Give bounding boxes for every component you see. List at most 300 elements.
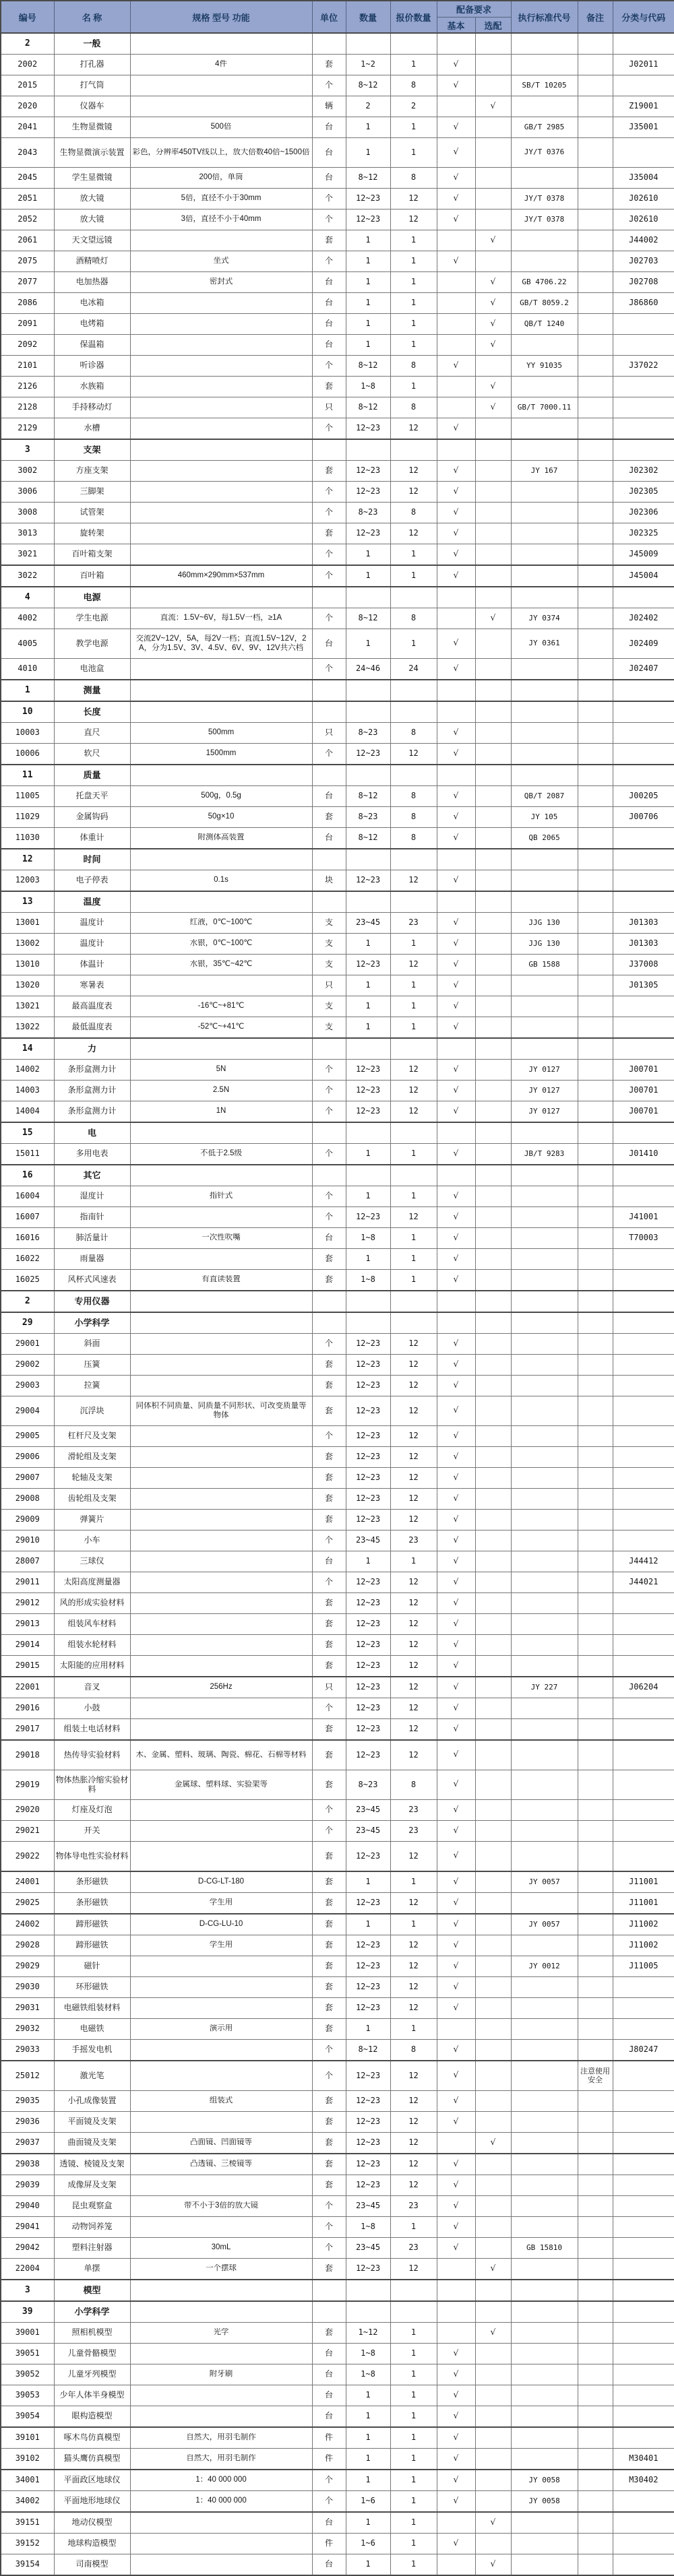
cell-spec (130, 1312, 312, 1334)
cell-class-code (613, 2217, 674, 2238)
cell-class-code: J02325 (613, 523, 674, 544)
cell-note (578, 955, 613, 975)
cell-standard: JY 0374 (511, 608, 578, 629)
table-row (1, 1228, 674, 1249)
cell-note (578, 33, 613, 55)
cell-code: 29021 (1, 1821, 54, 1842)
cell-name: 灯座及灯泡 (54, 1800, 130, 1821)
cell-qty: 1~8 (346, 2364, 390, 2385)
basic-check-icon: √ (437, 168, 475, 189)
cell-note (578, 2217, 613, 2238)
cell-class-code (613, 2019, 674, 2040)
cell-qty: 12~23 (346, 2061, 390, 2091)
cell-qty (346, 587, 390, 608)
cell-standard (511, 251, 578, 272)
table-row (1, 2344, 674, 2364)
check-optional (475, 2238, 511, 2259)
cell-class-code (613, 1249, 674, 1270)
cell-standard (511, 1800, 578, 1821)
table-row (1, 2019, 674, 2040)
cell-name: 组装土电话材料 (54, 1719, 130, 1741)
table-row (1, 272, 674, 293)
cell-qty (346, 701, 390, 723)
cell-spec (130, 1334, 312, 1355)
cell-name: 寒暑表 (54, 975, 130, 996)
cell-unit: 个 (312, 2491, 346, 2513)
table-row (1, 1355, 674, 1376)
cell-note (578, 439, 613, 461)
cell-code: 2128 (1, 397, 54, 418)
cell-qty: 12~23 (346, 1893, 390, 1914)
cell-quote: 1 (390, 2512, 437, 2534)
cell-note (578, 996, 613, 1017)
cell-quote: 12 (390, 1893, 437, 1914)
cell-standard (511, 2406, 578, 2428)
check-optional (475, 55, 511, 75)
cell-code: 29008 (1, 1489, 54, 1510)
cell-unit: 块 (312, 870, 346, 892)
basic-check-icon: √ (437, 659, 475, 680)
cell-class-code: J02610 (613, 189, 674, 210)
cell-qty: 8~12 (346, 356, 390, 377)
cell-spec (130, 2406, 312, 2428)
cell-unit: 套 (312, 2259, 346, 2280)
basic-check-icon: √ (437, 2364, 475, 2385)
cell-note (578, 2534, 613, 2554)
cell-code: 3008 (1, 503, 54, 523)
cell-note (578, 2512, 613, 2534)
cell-code: 2052 (1, 210, 54, 230)
check-optional (475, 828, 511, 849)
check-optional (475, 356, 511, 377)
cell-name: 托盘天平 (54, 786, 130, 807)
cell-name: 曲面镜及支架 (54, 2133, 130, 2154)
basic-check-icon: √ (437, 1017, 475, 1039)
cell-quote: 1 (390, 2217, 437, 2238)
cell-quote: 8 (390, 356, 437, 377)
cell-quote: 12 (390, 482, 437, 503)
cell-qty: 1 (346, 2470, 390, 2491)
cell-class-code (613, 1396, 674, 1426)
check-optional (475, 1122, 511, 1144)
col-header-standard: 执行标准代号 (511, 1, 578, 33)
table-row (1, 2427, 674, 2449)
cell-spec: 学生用 (130, 1893, 312, 1914)
check-optional (475, 2344, 511, 2364)
cell-code: 2091 (1, 314, 54, 335)
cell-qty: 12~23 (346, 461, 390, 482)
cell-name: 条形磁铁 (54, 1871, 130, 1893)
cell-code: 11030 (1, 828, 54, 849)
cell-note (578, 2040, 613, 2061)
cell-standard (511, 2323, 578, 2344)
cell-standard (511, 1593, 578, 1614)
cell-note (578, 1770, 613, 1800)
cell-qty: 12~23 (346, 2091, 390, 2112)
check-optional (475, 2385, 511, 2406)
cell-quote: 8 (390, 807, 437, 828)
cell-quote: 1 (390, 2427, 437, 2449)
cell-class-code: J02610 (613, 210, 674, 230)
cell-standard (511, 1935, 578, 1956)
check-basic (437, 314, 475, 335)
optional-check-icon: √ (475, 314, 511, 335)
cell-quote: 1 (390, 1228, 437, 1249)
cell-class-code (613, 1447, 674, 1468)
basic-check-icon: √ (437, 786, 475, 807)
cell-spec (130, 96, 312, 117)
cell-note (578, 934, 613, 955)
cell-note (578, 1165, 613, 1186)
cell-name: 小孔成像装置 (54, 2091, 130, 2112)
cell-spec (130, 1998, 312, 2019)
cell-spec (130, 1165, 312, 1186)
cell-class-code (613, 314, 674, 335)
section-row (1, 2280, 674, 2301)
cell-standard: JY 0127 (511, 1101, 578, 1123)
optional-check-icon: √ (475, 96, 511, 117)
cell-name: 打气筒 (54, 75, 130, 96)
check-optional (475, 1017, 511, 1039)
cell-standard (511, 2112, 578, 2133)
cell-class-code (613, 2301, 674, 2323)
check-optional (475, 138, 511, 168)
check-basic (437, 2280, 475, 2301)
basic-check-icon: √ (437, 1447, 475, 1468)
cell-code: 29039 (1, 2175, 54, 2196)
check-basic (437, 608, 475, 629)
cell-code: 29028 (1, 1935, 54, 1956)
basic-check-icon: √ (437, 565, 475, 587)
cell-name: 物体热胀冷缩实验材料 (54, 1770, 130, 1800)
table-body (1, 33, 674, 2575)
cell-note (578, 849, 613, 870)
cell-note (578, 1144, 613, 1165)
basic-check-icon: √ (437, 117, 475, 138)
cell-spec (130, 314, 312, 335)
cell-name: 酒精喷灯 (54, 251, 130, 272)
cell-quote: 12 (390, 1593, 437, 1614)
cell-quote: 12 (390, 210, 437, 230)
cell-note (578, 2364, 613, 2385)
cell-standard (511, 55, 578, 75)
cell-spec (130, 701, 312, 723)
cell-class-code (613, 680, 674, 701)
cell-spec: 坐式 (130, 251, 312, 272)
cell-note (578, 1207, 613, 1228)
cell-spec (130, 1376, 312, 1396)
cell-standard (511, 544, 578, 566)
cell-code: 29004 (1, 1396, 54, 1426)
check-basic (437, 1312, 475, 1334)
cell-qty: 23~45 (346, 913, 390, 934)
cell-spec: 2.5N (130, 1081, 312, 1101)
cell-class-code: J00205 (613, 786, 674, 807)
cell-unit (312, 1312, 346, 1334)
cell-spec: 红液，0℃~100℃ (130, 913, 312, 934)
cell-standard (511, 2512, 578, 2534)
basic-check-icon: √ (437, 1489, 475, 1510)
table-row (1, 2406, 674, 2428)
cell-note (578, 765, 613, 786)
cell-standard: JJG 130 (511, 934, 578, 955)
cell-note (578, 1719, 613, 1741)
cell-spec (130, 33, 312, 55)
cell-unit: 个 (312, 2470, 346, 2491)
cell-qty (346, 2280, 390, 2301)
cell-code: 14 (1, 1038, 54, 1060)
cell-standard (511, 765, 578, 786)
cell-note (578, 1447, 613, 1468)
check-optional (475, 2217, 511, 2238)
table-row (1, 314, 674, 335)
basic-check-icon: √ (437, 544, 475, 566)
cell-code: 29017 (1, 1719, 54, 1741)
cell-spec: 4件 (130, 55, 312, 75)
cell-quote: 1 (390, 138, 437, 168)
cell-qty: 1 (346, 293, 390, 314)
cell-standard (511, 744, 578, 765)
cell-standard (511, 418, 578, 440)
cell-code: 29022 (1, 1842, 54, 1872)
cell-quote: 12 (390, 1935, 437, 1956)
cell-code: 3022 (1, 565, 54, 587)
cell-quote: 1 (390, 1914, 437, 1935)
cell-code: 39001 (1, 2323, 54, 2344)
cell-note (578, 293, 613, 314)
cell-qty: 12~23 (346, 1489, 390, 1510)
cell-class-code: J00701 (613, 1081, 674, 1101)
basic-check-icon: √ (437, 1998, 475, 2019)
check-basic (437, 33, 475, 55)
cell-spec: 光学 (130, 2323, 312, 2344)
cell-quote (390, 1122, 437, 1144)
cell-standard (511, 2019, 578, 2040)
cell-unit: 套 (312, 2154, 346, 2175)
cell-spec: 1500mm (130, 744, 312, 765)
cell-note (578, 1060, 613, 1081)
cell-code: 16007 (1, 1207, 54, 1228)
cell-unit: 个 (312, 251, 346, 272)
cell-unit: 套 (312, 1977, 346, 1998)
cell-class-code: J45009 (613, 544, 674, 566)
cell-code: 14004 (1, 1101, 54, 1123)
cell-standard: JY 0012 (511, 1956, 578, 1977)
cell-spec (130, 75, 312, 96)
cell-qty: 12~23 (346, 2133, 390, 2154)
cell-code: 29001 (1, 1334, 54, 1355)
optional-check-icon: √ (475, 2259, 511, 2280)
cell-unit: 台 (312, 2344, 346, 2364)
cell-class-code: J00701 (613, 1060, 674, 1081)
basic-check-icon: √ (437, 629, 475, 659)
basic-check-icon: √ (437, 1656, 475, 1677)
cell-code: 29031 (1, 1998, 54, 2019)
cell-note (578, 2427, 613, 2449)
basic-check-icon: √ (437, 1355, 475, 1376)
cell-quote: 23 (390, 1821, 437, 1842)
cell-quote: 12 (390, 1489, 437, 1510)
cell-spec: -16℃~+81℃ (130, 996, 312, 1017)
cell-code: 29040 (1, 2196, 54, 2217)
cell-spec: 200倍，单筒 (130, 168, 312, 189)
cell-name: 电磁铁 (54, 2019, 130, 2040)
cell-qty: 8~12 (346, 75, 390, 96)
table-row (1, 96, 674, 117)
check-optional (475, 1101, 511, 1123)
section-row (1, 701, 674, 723)
table-row (1, 1510, 674, 1531)
cell-spec (130, 1531, 312, 1551)
cell-code: 3 (1, 2280, 54, 2301)
cell-spec (130, 2534, 312, 2554)
cell-name: 蹄形磁铁 (54, 1914, 130, 1935)
cell-name: 教学电源 (54, 629, 130, 659)
table-row (1, 1821, 674, 1842)
cell-name: 平面镜及支架 (54, 2112, 130, 2133)
cell-note (578, 629, 613, 659)
cell-quote: 23 (390, 1531, 437, 1551)
cell-note (578, 1228, 613, 1249)
cell-spec (130, 2344, 312, 2364)
table-row (1, 523, 674, 544)
cell-quote: 12 (390, 189, 437, 210)
cell-qty: 8~12 (346, 168, 390, 189)
basic-check-icon: √ (437, 1593, 475, 1614)
cell-qty: 12~23 (346, 1677, 390, 1698)
cell-code: 1 (1, 680, 54, 701)
basic-check-icon: √ (437, 2406, 475, 2428)
cell-name: 仪器车 (54, 96, 130, 117)
cell-spec (130, 1719, 312, 1741)
cell-unit: 个 (312, 2196, 346, 2217)
cell-quote: 12 (390, 2259, 437, 2280)
cell-spec (130, 2280, 312, 2301)
cell-unit: 个 (312, 1101, 346, 1123)
optional-check-icon: √ (475, 608, 511, 629)
cell-name: 水槽 (54, 418, 130, 440)
cell-class-code (613, 2259, 674, 2280)
cell-name: 小鼓 (54, 1698, 130, 1719)
cell-spec: 500g，0.5g (130, 786, 312, 807)
cell-class-code (613, 2406, 674, 2428)
cell-quote: 12 (390, 1656, 437, 1677)
cell-quote: 12 (390, 1956, 437, 1977)
cell-unit: 套 (312, 1468, 346, 1489)
cell-note (578, 2133, 613, 2154)
cell-note (578, 2091, 613, 2112)
cell-spec (130, 377, 312, 397)
cell-unit: 个 (312, 1186, 346, 1207)
cell-quote (390, 891, 437, 913)
basic-check-icon: √ (437, 934, 475, 955)
cell-unit: 台 (312, 2406, 346, 2428)
cell-note (578, 2344, 613, 2364)
cell-class-code: J11002 (613, 1935, 674, 1956)
cell-quote: 12 (390, 1334, 437, 1355)
cell-standard: QB/T 1240 (511, 314, 578, 335)
cell-note (578, 2449, 613, 2470)
cell-name: 弹簧片 (54, 1510, 130, 1531)
cell-code: 12003 (1, 870, 54, 892)
cell-quote: 8 (390, 786, 437, 807)
cell-name: 条形盒测力计 (54, 1081, 130, 1101)
cell-note (578, 189, 613, 210)
cell-name: 热传导实验材料 (54, 1740, 130, 1770)
cell-unit (312, 2301, 346, 2323)
cell-quote: 1 (390, 544, 437, 566)
cell-quote: 2 (390, 96, 437, 117)
cell-spec (130, 293, 312, 314)
check-optional (475, 2470, 511, 2491)
cell-note (578, 1998, 613, 2019)
cell-spec: 组装式 (130, 2091, 312, 2112)
cell-quote (390, 680, 437, 701)
cell-class-code (613, 1334, 674, 1355)
cell-name: 儿童牙列模型 (54, 2364, 130, 2385)
cell-qty: 1~8 (346, 1228, 390, 1249)
cell-class-code (613, 1842, 674, 1872)
cell-class-code (613, 1122, 674, 1144)
cell-note (578, 272, 613, 293)
check-optional (475, 913, 511, 934)
table-row (1, 1396, 674, 1426)
cell-unit: 个 (312, 189, 346, 210)
cell-unit: 支 (312, 996, 346, 1017)
check-optional (475, 418, 511, 440)
cell-unit: 台 (312, 293, 346, 314)
table-row (1, 356, 674, 377)
cell-qty: 1 (346, 996, 390, 1017)
cell-qty: 1 (346, 138, 390, 168)
check-basic (437, 335, 475, 356)
check-optional (475, 1510, 511, 1531)
cell-note (578, 680, 613, 701)
table-row (1, 1698, 674, 1719)
cell-name: 其它 (54, 1165, 130, 1186)
cell-standard (511, 1122, 578, 1144)
cell-note (578, 1426, 613, 1447)
cell-note (578, 2554, 613, 2576)
cell-name: 打孔器 (54, 55, 130, 75)
cell-name: 水族箱 (54, 377, 130, 397)
cell-note: 注意使用安全 (578, 2061, 613, 2091)
cell-quote: 12 (390, 1468, 437, 1489)
basic-check-icon: √ (437, 55, 475, 75)
cell-quote (390, 765, 437, 786)
cell-qty: 12~23 (346, 1510, 390, 1531)
cell-standard (511, 891, 578, 913)
cell-standard (511, 2554, 578, 2576)
cell-name: 保温箱 (54, 335, 130, 356)
cell-standard (511, 1468, 578, 1489)
table-row (1, 913, 674, 934)
cell-unit (312, 849, 346, 870)
check-optional (475, 1551, 511, 1572)
table-row (1, 1656, 674, 1677)
cell-spec (130, 356, 312, 377)
cell-note (578, 138, 613, 168)
cell-name: 环形磁铁 (54, 1977, 130, 1998)
cell-code: 29 (1, 1312, 54, 1334)
check-optional (475, 659, 511, 680)
cell-note (578, 1081, 613, 1101)
cell-class-code: J01303 (613, 913, 674, 934)
cell-class-code: J02305 (613, 482, 674, 503)
optional-check-icon: √ (475, 2323, 511, 2344)
table-row (1, 1614, 674, 1635)
table-row (1, 1842, 674, 1872)
